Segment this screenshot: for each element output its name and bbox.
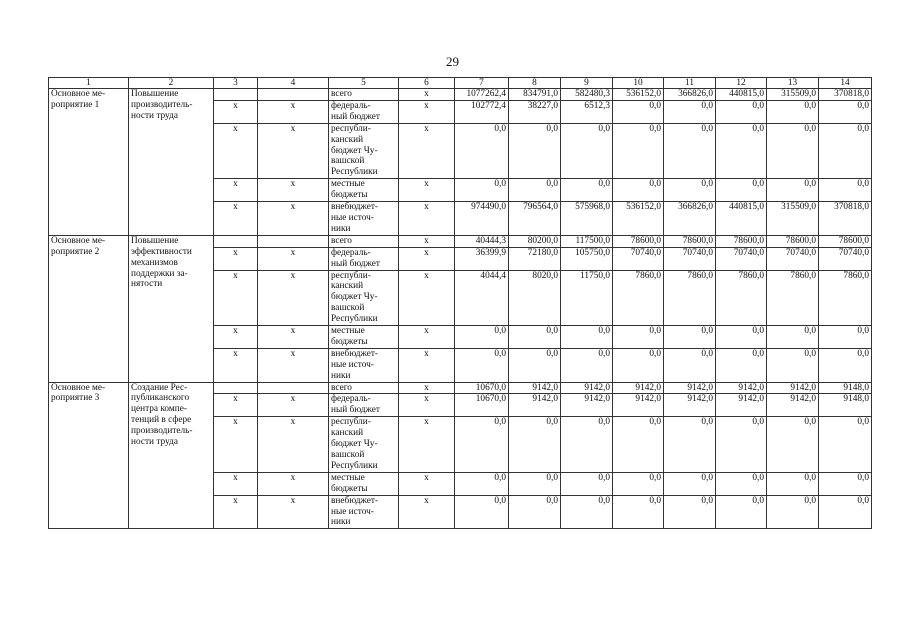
value-cell-col13: 0,0 [767, 100, 819, 123]
col3-cell: х [214, 247, 258, 270]
budget-table [48, 77, 872, 529]
funding-source-cell: республи- канский бюджет Чу- вашской Республики [329, 123, 399, 179]
value-cell-col11: 78600,0 [664, 235, 716, 247]
value-cell-col14: 0,0 [819, 495, 872, 529]
col3-cell: х [214, 348, 258, 382]
value-cell-col9: 0,0 [561, 417, 613, 473]
event-name-cell: Основное ме- роприятие 3 [49, 382, 129, 529]
col4-cell: х [258, 472, 329, 495]
col4-cell: х [258, 202, 329, 236]
value-cell-col10: 536152,0 [613, 202, 664, 236]
value-cell-col8: 8020,0 [509, 270, 561, 326]
funding-source-cell: всего [329, 382, 399, 394]
value-cell-col9: 0,0 [561, 495, 613, 529]
col4-cell: х [258, 417, 329, 473]
table-row [49, 89, 872, 101]
header-cell-8: 8 [509, 78, 561, 89]
value-cell-col11: 0,0 [664, 348, 716, 382]
col6-cell: х [399, 123, 455, 179]
header-cell-12: 12 [716, 78, 767, 89]
col4-cell: х [258, 247, 329, 270]
value-cell-col11: 0,0 [664, 326, 716, 349]
value-cell-col7: 0,0 [455, 495, 509, 529]
header-cell-11: 11 [664, 78, 716, 89]
value-cell-col9: 6512,3 [561, 100, 613, 123]
value-cell-col11: 9142,0 [664, 382, 716, 394]
col4-cell: х [258, 179, 329, 202]
value-cell-col12: 7860,0 [716, 270, 767, 326]
col3-cell: х [214, 472, 258, 495]
value-cell-col10: 0,0 [613, 100, 664, 123]
col6-cell: х [399, 326, 455, 349]
value-cell-col7: 36399,9 [455, 247, 509, 270]
value-cell-col8: 80200,0 [509, 235, 561, 247]
value-cell-col14: 0,0 [819, 348, 872, 382]
funding-source-cell: внебюджет- ные источ- ники [329, 202, 399, 236]
value-cell-col9: 0,0 [561, 348, 613, 382]
col3-cell: х [214, 417, 258, 473]
value-cell-col9: 575968,0 [561, 202, 613, 236]
value-cell-col8: 0,0 [509, 495, 561, 529]
col6-cell: х [399, 89, 455, 101]
header-cell-3: 3 [214, 78, 258, 89]
value-cell-col8: 0,0 [509, 348, 561, 382]
value-cell-col14: 70740,0 [819, 247, 872, 270]
value-cell-col10: 9142,0 [613, 382, 664, 394]
value-cell-col13: 7860,0 [767, 270, 819, 326]
value-cell-col10: 0,0 [613, 348, 664, 382]
col3-cell: х [214, 394, 258, 417]
value-cell-col14: 0,0 [819, 100, 872, 123]
col4-cell: х [258, 394, 329, 417]
col6-cell: х [399, 472, 455, 495]
value-cell-col10: 78600,0 [613, 235, 664, 247]
value-cell-col14: 0,0 [819, 123, 872, 179]
value-cell-col8: 796564,0 [509, 202, 561, 236]
value-cell-col11: 0,0 [664, 417, 716, 473]
col4-cell: х [258, 326, 329, 349]
funding-source-cell: республи- канский бюджет Чу- вашской Республики [329, 270, 399, 326]
value-cell-col14: 0,0 [819, 179, 872, 202]
funding-source-cell: местные бюджеты [329, 326, 399, 349]
value-cell-col8: 0,0 [509, 123, 561, 179]
value-cell-col8: 0,0 [509, 326, 561, 349]
table-row [49, 235, 872, 247]
header-cell-13: 13 [767, 78, 819, 89]
funding-source-cell: федераль- ный бюджет [329, 247, 399, 270]
table-body [49, 89, 872, 529]
col4-cell [258, 382, 329, 394]
value-cell-col12: 0,0 [716, 179, 767, 202]
value-cell-col10: 0,0 [613, 472, 664, 495]
value-cell-col7: 0,0 [455, 417, 509, 473]
value-cell-col11: 366826,0 [664, 202, 716, 236]
col3-cell: х [214, 202, 258, 236]
header-cell-2: 2 [129, 78, 214, 89]
col3-cell: х [214, 123, 258, 179]
header-cell-4: 4 [258, 78, 329, 89]
value-cell-col10: 9142,0 [613, 394, 664, 417]
value-cell-col10: 0,0 [613, 495, 664, 529]
value-cell-col14: 370818,0 [819, 89, 872, 101]
value-cell-col9: 9142,0 [561, 382, 613, 394]
value-cell-col7: 974490,0 [455, 202, 509, 236]
value-cell-col12: 78600,0 [716, 235, 767, 247]
value-cell-col12: 0,0 [716, 100, 767, 123]
header-cell-1: 1 [49, 78, 129, 89]
value-cell-col11: 0,0 [664, 100, 716, 123]
col4-cell: х [258, 270, 329, 326]
value-cell-col12: 0,0 [716, 123, 767, 179]
funding-source-cell: федераль- ный бюджет [329, 394, 399, 417]
value-cell-col13: 9142,0 [767, 382, 819, 394]
value-cell-col12: 0,0 [716, 472, 767, 495]
value-cell-col14: 9148,0 [819, 382, 872, 394]
funding-source-cell: местные бюджеты [329, 472, 399, 495]
value-cell-col8: 9142,0 [509, 382, 561, 394]
value-cell-col9: 0,0 [561, 326, 613, 349]
page-number: 29 [446, 54, 459, 69]
col4-cell: х [258, 123, 329, 179]
value-cell-col12: 9142,0 [716, 394, 767, 417]
funding-source-cell: всего [329, 235, 399, 247]
value-cell-col8: 834791,0 [509, 89, 561, 101]
value-cell-col9: 105750,0 [561, 247, 613, 270]
value-cell-col7: 0,0 [455, 326, 509, 349]
col3-cell: х [214, 495, 258, 529]
header-cell-6: 6 [399, 78, 455, 89]
value-cell-col9: 0,0 [561, 472, 613, 495]
value-cell-col13: 78600,0 [767, 235, 819, 247]
value-cell-col12: 9142,0 [716, 382, 767, 394]
value-cell-col13: 9142,0 [767, 394, 819, 417]
value-cell-col9: 582480,3 [561, 89, 613, 101]
value-cell-col12: 0,0 [716, 348, 767, 382]
value-cell-col11: 7860,0 [664, 270, 716, 326]
value-cell-col14: 0,0 [819, 326, 872, 349]
value-cell-col12: 0,0 [716, 495, 767, 529]
col6-cell: х [399, 100, 455, 123]
value-cell-col12: 0,0 [716, 417, 767, 473]
col6-cell: х [399, 394, 455, 417]
value-cell-col7: 40444,3 [455, 235, 509, 247]
event-description-cell: Создание Рес- публиканского центра компе- тенций в сфере производитель- ности труда [129, 382, 214, 529]
value-cell-col11: 0,0 [664, 123, 716, 179]
funding-source-cell: всего [329, 89, 399, 101]
event-name-cell: Основное ме- роприятие 2 [49, 235, 129, 382]
value-cell-col8: 0,0 [509, 179, 561, 202]
value-cell-col7: 4044,4 [455, 270, 509, 326]
col6-cell: х [399, 202, 455, 236]
value-cell-col13: 0,0 [767, 326, 819, 349]
value-cell-col11: 366826,0 [664, 89, 716, 101]
value-cell-col7: 10670,0 [455, 382, 509, 394]
col6-cell: х [399, 348, 455, 382]
value-cell-col9: 0,0 [561, 123, 613, 179]
value-cell-col9: 0,0 [561, 179, 613, 202]
col3-cell [214, 89, 258, 101]
value-cell-col14: 370818,0 [819, 202, 872, 236]
value-cell-col14: 7860,0 [819, 270, 872, 326]
value-cell-col7: 0,0 [455, 348, 509, 382]
value-cell-col8: 0,0 [509, 417, 561, 473]
value-cell-col13: 315509,0 [767, 89, 819, 101]
funding-source-cell: местные бюджеты [329, 179, 399, 202]
table-row [49, 382, 872, 394]
value-cell-col9: 11750,0 [561, 270, 613, 326]
col6-cell: х [399, 417, 455, 473]
col6-cell: х [399, 270, 455, 326]
header-cell-9: 9 [561, 78, 613, 89]
col3-cell: х [214, 100, 258, 123]
funding-source-cell: федераль- ный бюджет [329, 100, 399, 123]
value-cell-col9: 9142,0 [561, 394, 613, 417]
value-cell-col10: 7860,0 [613, 270, 664, 326]
value-cell-col8: 72180,0 [509, 247, 561, 270]
col4-cell [258, 235, 329, 247]
value-cell-col14: 0,0 [819, 472, 872, 495]
value-cell-col13: 0,0 [767, 348, 819, 382]
value-cell-col11: 0,0 [664, 495, 716, 529]
value-cell-col10: 0,0 [613, 326, 664, 349]
col3-cell: х [214, 270, 258, 326]
value-cell-col13: 0,0 [767, 472, 819, 495]
value-cell-col14: 78600,0 [819, 235, 872, 247]
col3-cell: х [214, 179, 258, 202]
event-description-cell: Повышение эффективности механизмов поддержки за- нятости [129, 235, 214, 382]
col4-cell: х [258, 495, 329, 529]
funding-source-cell: внебюджет- ные источ- ники [329, 495, 399, 529]
header-cell-10: 10 [613, 78, 664, 89]
value-cell-col7: 10670,0 [455, 394, 509, 417]
value-cell-col12: 0,0 [716, 326, 767, 349]
value-cell-col8: 9142,0 [509, 394, 561, 417]
value-cell-col14: 9148,0 [819, 394, 872, 417]
col6-cell: х [399, 382, 455, 394]
col6-cell: х [399, 495, 455, 529]
value-cell-col12: 70740,0 [716, 247, 767, 270]
value-cell-col11: 70740,0 [664, 247, 716, 270]
value-cell-col7: 0,0 [455, 123, 509, 179]
header-cell-14: 14 [819, 78, 872, 89]
funding-source-cell: республи- канский бюджет Чу- вашской Республики [329, 417, 399, 473]
value-cell-col9: 117500,0 [561, 235, 613, 247]
event-description-cell: Повышение производитель- ности труда [129, 89, 214, 236]
value-cell-col13: 0,0 [767, 123, 819, 179]
header-cell-5: 5 [329, 78, 399, 89]
value-cell-col8: 38227,0 [509, 100, 561, 123]
value-cell-col7: 0,0 [455, 179, 509, 202]
value-cell-col11: 0,0 [664, 472, 716, 495]
value-cell-col13: 0,0 [767, 179, 819, 202]
event-name-cell: Основное ме- роприятие 1 [49, 89, 129, 236]
col6-cell: х [399, 247, 455, 270]
value-cell-col13: 70740,0 [767, 247, 819, 270]
value-cell-col14: 0,0 [819, 417, 872, 473]
col3-cell [214, 382, 258, 394]
value-cell-col7: 102772,4 [455, 100, 509, 123]
value-cell-col7: 1077262,4 [455, 89, 509, 101]
value-cell-col11: 9142,0 [664, 394, 716, 417]
col4-cell: х [258, 100, 329, 123]
funding-source-cell: внебюджет- ные источ- ники [329, 348, 399, 382]
value-cell-col10: 0,0 [613, 179, 664, 202]
value-cell-col13: 315509,0 [767, 202, 819, 236]
value-cell-col11: 0,0 [664, 179, 716, 202]
value-cell-col12: 440815,0 [716, 89, 767, 101]
table-header [49, 78, 872, 89]
col3-cell: х [214, 326, 258, 349]
value-cell-col8: 0,0 [509, 472, 561, 495]
value-cell-col10: 0,0 [613, 123, 664, 179]
value-cell-col7: 0,0 [455, 472, 509, 495]
value-cell-col10: 536152,0 [613, 89, 664, 101]
col3-cell [214, 235, 258, 247]
header-cell-7: 7 [455, 78, 509, 89]
value-cell-col10: 70740,0 [613, 247, 664, 270]
value-cell-col12: 440815,0 [716, 202, 767, 236]
col4-cell [258, 89, 329, 101]
value-cell-col13: 0,0 [767, 417, 819, 473]
col6-cell: х [399, 235, 455, 247]
col4-cell: х [258, 348, 329, 382]
col6-cell: х [399, 179, 455, 202]
value-cell-col10: 0,0 [613, 417, 664, 473]
value-cell-col13: 0,0 [767, 495, 819, 529]
